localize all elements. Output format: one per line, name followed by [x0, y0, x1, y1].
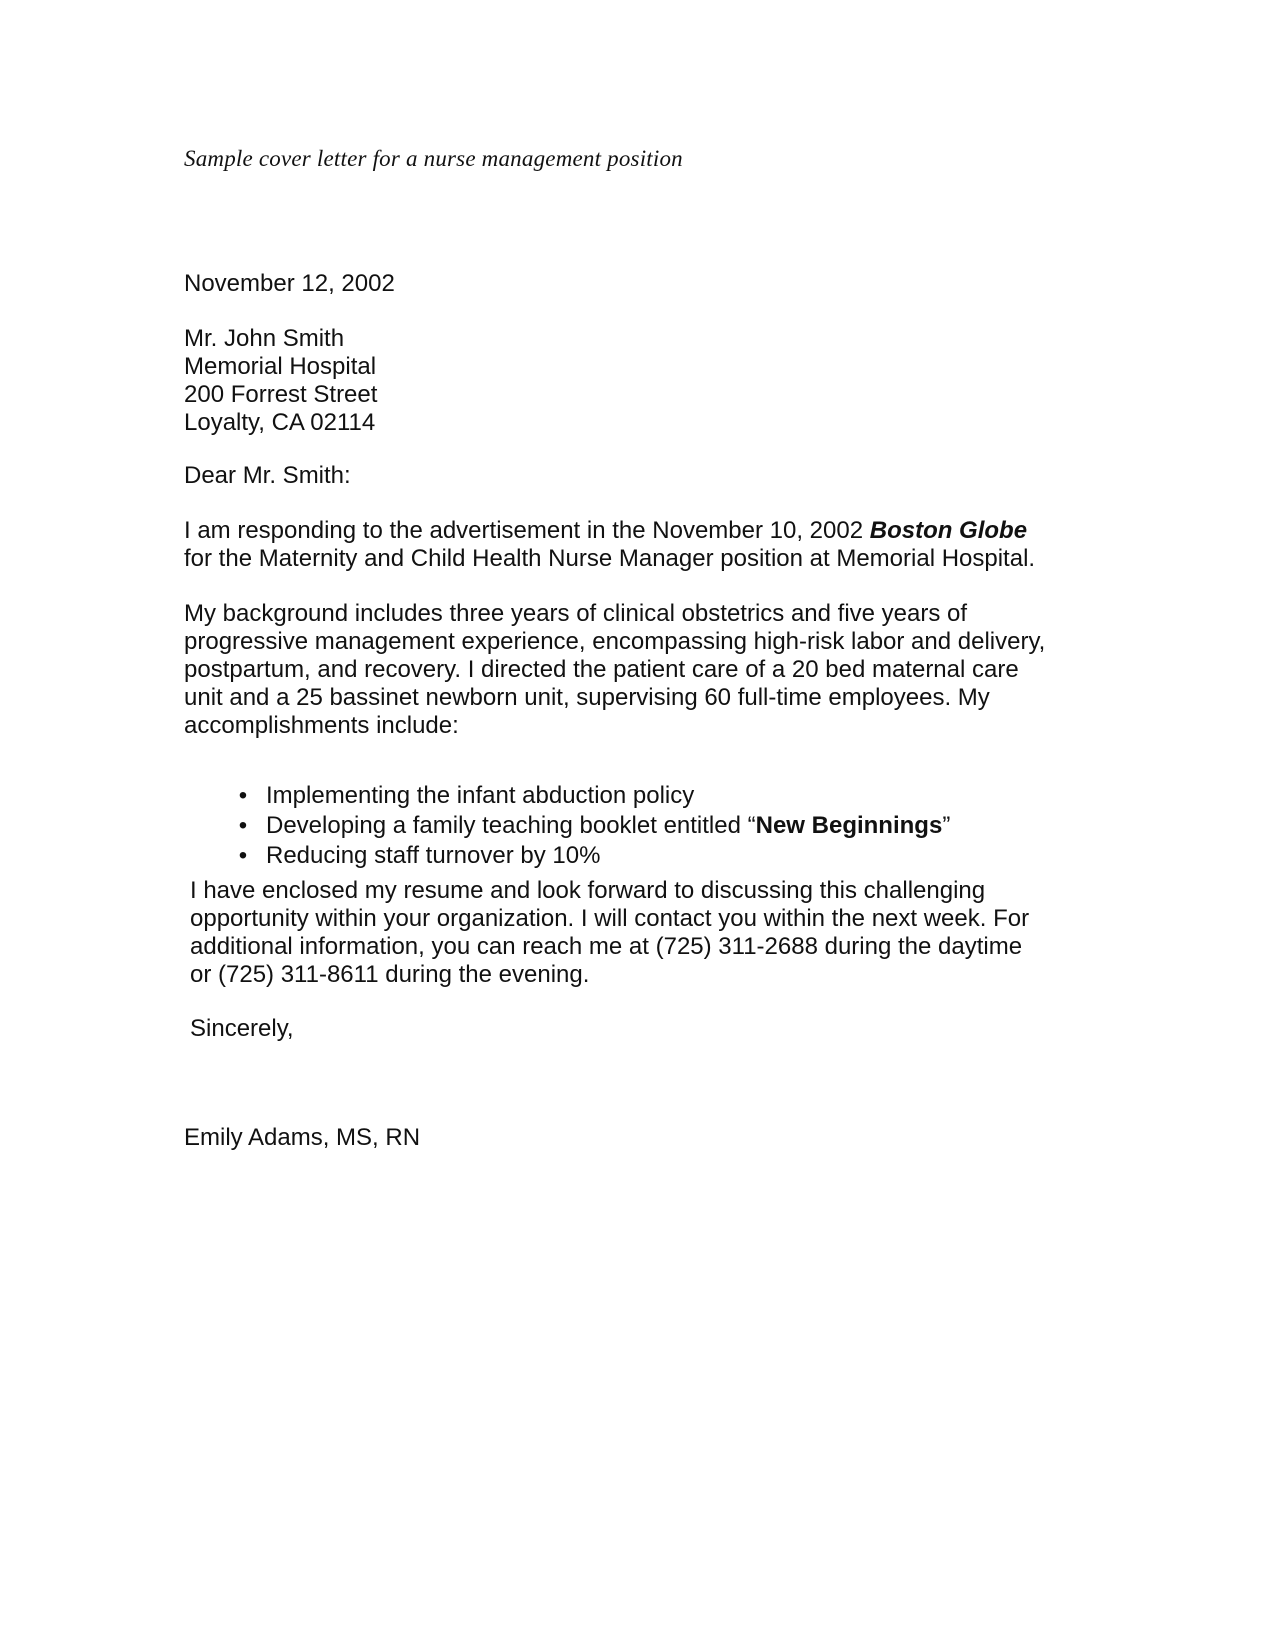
- paragraph-3-line: opportunity within your organization. I will contact you within the next week. For: [190, 905, 1030, 932]
- salutation: Dear Mr. Smith:: [184, 462, 351, 489]
- booklet-title: New Beginnings: [755, 812, 943, 839]
- bullet-icon: •: [238, 812, 248, 839]
- paragraph-3-line: additional information, you can reach me at (725) 311-2688 during the daytime: [190, 933, 1023, 960]
- paragraph-1: [184, 517, 1035, 573]
- paragraph-2-line: progressive management experience, encompassing high-risk labor and delivery,: [184, 628, 1046, 655]
- paragraph-2-line: My background includes three years of clinical obstetrics and five years of: [184, 600, 968, 627]
- paragraph-1-line-1: [184, 517, 1035, 545]
- bullet-icon: •: [238, 842, 248, 869]
- paragraph-3-line: I have enclosed my resume and look forward to discussing this challenging: [190, 877, 986, 904]
- paragraph-3-line: or (725) 311-8611 during the evening.: [190, 961, 590, 988]
- list-item-text-post: ”: [942, 812, 951, 839]
- list-item-text-pre: Developing a family teaching booklet entitled “: [266, 812, 756, 839]
- letter-date: November 12, 2002: [184, 270, 395, 297]
- list-item-text: Reducing staff turnover by 10%: [266, 842, 601, 869]
- bullet-icon: •: [238, 782, 248, 809]
- newspaper-name: Boston Globe: [869, 517, 1028, 544]
- recipient-address: [184, 325, 377, 437]
- paragraph-3: [190, 877, 1029, 989]
- signature-name: Emily Adams, MS, RN: [184, 1124, 421, 1151]
- paragraph-1-line-2: for the Maternity and Child Health Nurse Manager position at Memorial Hospital.: [184, 545, 1036, 572]
- paragraph-2-line: unit and a 25 bassinet newborn unit, supervising 60 full-time employees. My: [184, 684, 990, 711]
- paragraph-2-line: accomplishments include:: [184, 712, 459, 739]
- paragraph-1-text: I am responding to the advertisement in the November 10, 2002: [184, 517, 870, 544]
- document-title: Sample cover letter for a nurse management position: [184, 146, 683, 171]
- list-item-text: Implementing the infant abduction policy: [266, 782, 695, 809]
- paragraph-2: [184, 600, 1045, 740]
- closing: Sincerely,: [190, 1015, 294, 1042]
- recipient-city: Loyalty, CA 02114: [184, 409, 376, 436]
- list-item-text: [266, 812, 950, 840]
- recipient-street: 200 Forrest Street: [184, 381, 378, 408]
- paragraph-2-line: postpartum, and recovery. I directed the patient care of a 20 bed maternal care: [184, 656, 1019, 683]
- recipient-organization: Memorial Hospital: [184, 353, 377, 380]
- recipient-name: Mr. John Smith: [184, 325, 345, 352]
